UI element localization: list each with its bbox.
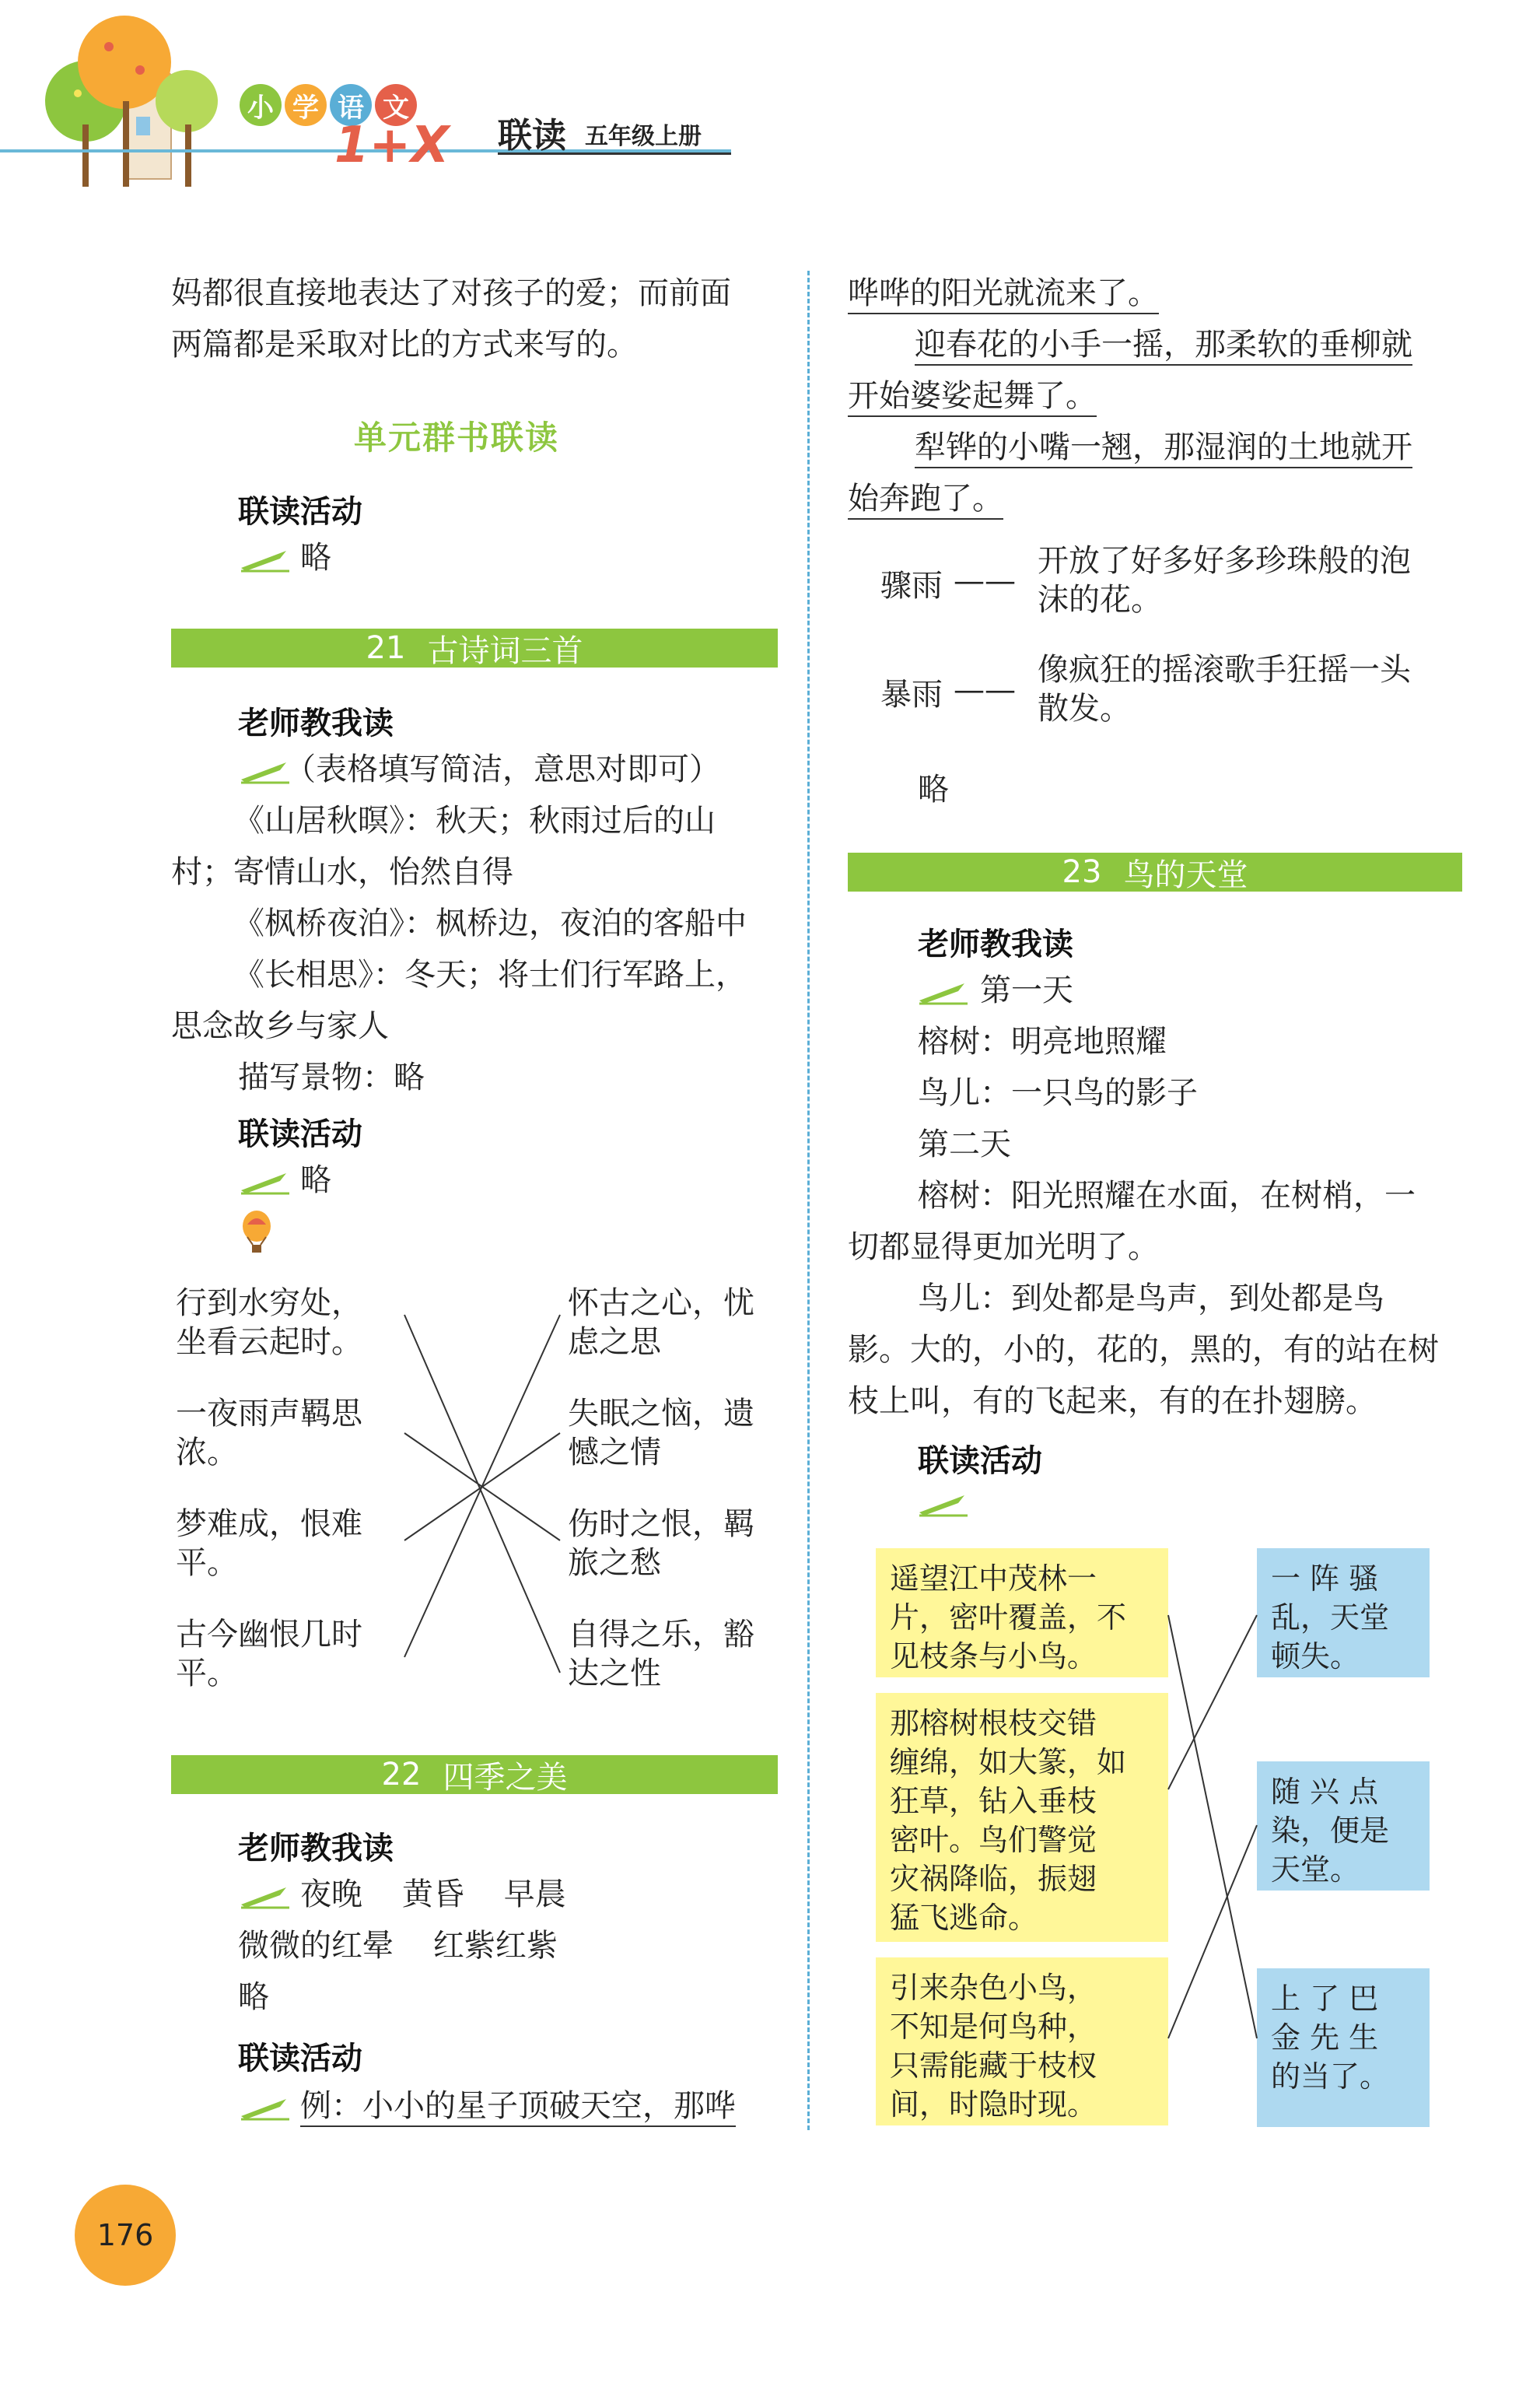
lesson-21-line-6: 描写景物：略 <box>238 1060 425 1095</box>
grade-label: 五年级上册 <box>585 123 702 150</box>
lesson-23-line-6: 切都显得更加光明了。 <box>848 1229 1159 1265</box>
lesson-21-activity-answer: 略 <box>300 1162 331 1198</box>
lesson-23-number: 23 <box>1062 854 1102 890</box>
intro-line-2: 两篇都是采取对比的方式来写的。 <box>171 327 638 363</box>
blue-box-1: 一 阵 骚 乱，天堂 顿失。 <box>1257 1548 1430 1677</box>
lesson-22-answer-1: 夜晚 黄昏 早晨 <box>300 1877 566 1912</box>
lesson-23-line-8: 影。大的，小的，花的，黑的，有的站在树 <box>848 1332 1439 1368</box>
lesson-21-activity-head: 联读活动 <box>238 1116 362 1152</box>
lesson-22-teacher-head: 老师教我读 <box>238 1831 394 1866</box>
rain-word: 骤雨 <box>880 568 943 604</box>
rain-dash: —— <box>954 563 1016 599</box>
lesson-22-activity-head: 联读活动 <box>238 2041 362 2076</box>
match-left-4: 古今幽恨几时 平。 <box>176 1617 362 1691</box>
match-right-2: 失眠之恼，遗 憾之情 <box>568 1396 754 1470</box>
series-title: 联读 <box>498 116 566 156</box>
match-right-3: 伤时之恨，羁 旅之愁 <box>568 1506 754 1581</box>
lesson-23-activity-head: 联读活动 <box>918 1443 1042 1479</box>
lesson-21-note: （表格填写简洁，意思对即可） <box>285 752 720 787</box>
lesson-22-example: 例：小小的星子顶破天空，那哗 <box>300 2080 736 2132</box>
lesson-23-teacher-head: 老师教我读 <box>918 927 1073 962</box>
one-plus-x-logo: 1+X <box>334 117 450 174</box>
lesson-23-line-9: 枝上叫，有的飞起来，有的在扑翅膀。 <box>848 1383 1377 1419</box>
blue-box-3: 上 了 巴 金 先 生 的当了。 <box>1257 1968 1430 2127</box>
rain-desc: 像疯狂的摇滚歌手狂摇一头 散发。 <box>1038 652 1411 727</box>
lesson-23-title: 鸟的天堂 <box>1123 857 1248 893</box>
match-left-3: 梦难成，恨难 平。 <box>176 1506 362 1581</box>
lesson-23-line-2: 榕树：明亮地照耀 <box>918 1024 1167 1060</box>
blue-box-2: 随 兴 点 染，便是 天堂。 <box>1257 1761 1430 1891</box>
right-line-3: 开始婆娑起舞了。 <box>848 370 1097 422</box>
lesson-23-line-3: 鸟儿：一只鸟的影子 <box>918 1075 1198 1111</box>
yellow-box-2: 那榕树根枝交错 缠绵，如大篆，如 狂草，钻入垂枝 密叶。鸟们警觉 灾祸降临，振翅 猛飞逃命。 <box>876 1693 1168 1942</box>
lesson-22-title: 四季之美 <box>443 1759 568 1796</box>
activity-head: 联读活动 <box>238 494 362 530</box>
right-line-5: 始奔跑了。 <box>848 473 1003 524</box>
lesson-22-answer-2: 微微的红晕 红紫红紫 <box>238 1928 558 1964</box>
lesson-23-line-1: 第一天 <box>980 972 1073 1008</box>
yellow-box-3: 引来杂色小鸟， 不知是何鸟种， 只需能藏于枝杈 间，时隐时现。 <box>876 1957 1168 2125</box>
lesson-21-line-5: 思念故乡与家人 <box>171 1008 389 1044</box>
rain-desc: 开放了好多好多珍珠般的泡 沫的花。 <box>1038 543 1411 618</box>
page-number: 176 <box>75 2185 176 2286</box>
lesson-21-line-2: 村；寄情山水，怡然自得 <box>171 854 513 890</box>
rain-word: 暴雨 <box>880 677 943 713</box>
match-left-2: 一夜雨声羁思 浓。 <box>176 1396 362 1470</box>
lesson-23-line-5: 榕树：阳光照耀在水面，在树梢，一 <box>918 1178 1416 1214</box>
lesson-21-title: 古诗词三首 <box>427 633 583 669</box>
brand-char-3: 语 <box>330 84 372 126</box>
brand-char-4: 文 <box>375 84 417 126</box>
lesson-22-number: 22 <box>381 1757 422 1792</box>
lesson-21-line-3: 《枫桥夜泊》：枫桥边，夜泊的客船中 <box>233 906 747 941</box>
match-left-1: 行到水穷处， 坐看云起时。 <box>176 1285 362 1360</box>
intro-line-1: 妈都很直接地表达了对孩子的爱；而前面 <box>171 275 731 311</box>
match-right-4: 自得之乐，豁 达之性 <box>568 1617 754 1691</box>
lesson-21-number: 21 <box>366 630 406 666</box>
right-line-1: 哗哗的阳光就流来了。 <box>848 268 1159 319</box>
right-line-4: 犁铧的小嘴一翘，那湿润的土地就开 <box>915 422 1412 473</box>
lesson-23-line-4: 第二天 <box>918 1127 1011 1162</box>
rain-answer: 略 <box>918 772 949 808</box>
unit-title: 单元群书联读 <box>354 419 560 457</box>
right-line-2: 迎春花的小手一摇，那柔软的垂柳就 <box>915 319 1412 370</box>
lesson-22-answer-3: 略 <box>238 1979 269 2015</box>
lesson-21-teacher-head: 老师教我读 <box>238 706 394 741</box>
activity-answer: 略 <box>300 540 331 576</box>
brand-char-1: 小 <box>240 84 282 126</box>
match-right-1: 怀古之心，忧 虑之思 <box>568 1285 754 1360</box>
brand-char-2: 学 <box>285 84 327 126</box>
yellow-box-1: 遥望江中茂林一 片，密叶覆盖，不 见枝条与小鸟。 <box>876 1548 1168 1677</box>
rain-dash: —— <box>954 672 1016 708</box>
lesson-21-line-1: 《山居秋暝》：秋天；秋雨过后的山 <box>233 803 716 839</box>
lesson-23-line-7: 鸟儿：到处都是鸟声，到处都是鸟 <box>918 1281 1384 1316</box>
lesson-21-line-4: 《长相思》：冬天；将士们行军路上， <box>233 957 747 993</box>
